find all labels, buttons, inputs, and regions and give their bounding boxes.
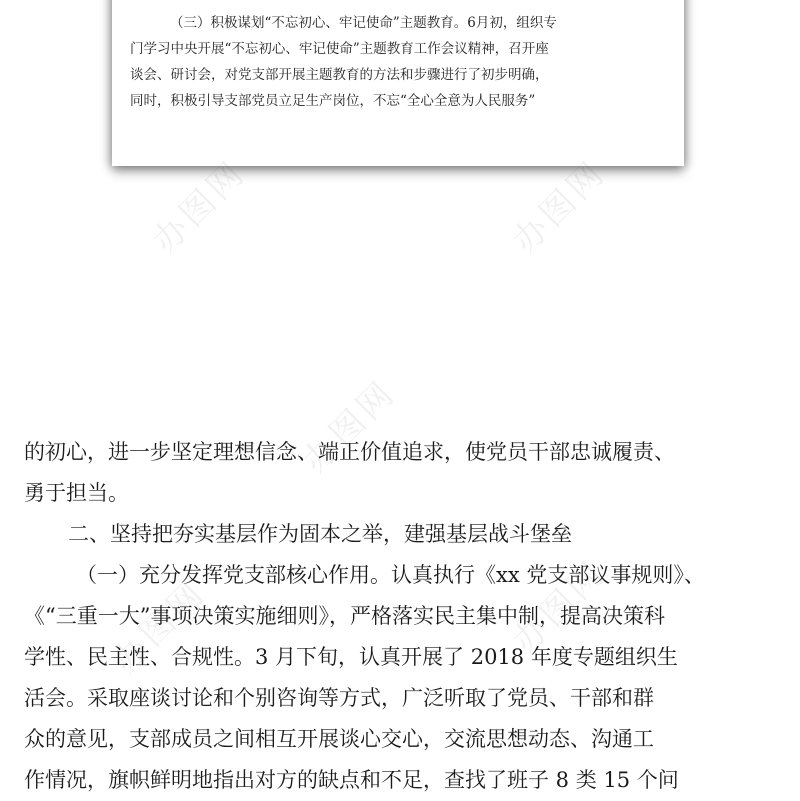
watermark-text: 办图网 xyxy=(505,152,614,262)
body-line: 的初心，进一步坚定理想信念、端正价值追求，使党员干部忠诚履责、 xyxy=(24,440,675,464)
preview-line: 谈会、研讨会，对党支部开展主题教育的方法和步骤进行了初步明确， xyxy=(130,67,549,83)
document-body xyxy=(24,432,784,801)
preview-line: （三）积极谋划“不忘初心、牢记使命”主题教育。6月初，组织专 xyxy=(170,15,557,31)
body-line: 《“三重一大”事项决策实施细则》，严格落实民主集中制，提高决策科 xyxy=(24,604,665,628)
body-line: （一）充分发挥党支部核心作用。认真执行《xx 党支部议事规则》、 xyxy=(76,563,705,587)
preview-paragraph xyxy=(130,10,610,114)
watermark-text: 办图网 xyxy=(145,152,254,262)
watermark-text: 办图网 xyxy=(505,552,614,662)
preview-line: 同时，积极引导支部党员立足生产岗位，不忘“全心全意为人民服务” xyxy=(130,93,536,109)
preview-line: 门学习中央开展“不忘初心、牢记使命”主题教育工作会议精神，召开座 xyxy=(130,41,549,57)
watermark-text: 办图网 xyxy=(295,372,404,482)
body-line: 作情况，旗帜鲜明地指出对方的缺点和不足，查找了班子 8 类 15 个问 xyxy=(24,768,679,792)
section-heading: 二、坚持把夯实基层作为固本之举，建强基层战斗堡垒 xyxy=(68,522,572,546)
body-line: 众的意见，支部成员之间相互开展谈心交心，交流思想动态、沟通工 xyxy=(24,727,654,751)
body-line: 活会。采取座谈讨论和个别咨询等方式，广泛听取了党员、干部和群 xyxy=(24,686,654,710)
body-line: 学性、民主性、合规性。3 月下旬，认真开展了 2018 年度专题组织生 xyxy=(24,645,678,669)
body-line: 勇于担当。 xyxy=(24,481,129,505)
watermark-text: 办图网 xyxy=(105,572,214,682)
